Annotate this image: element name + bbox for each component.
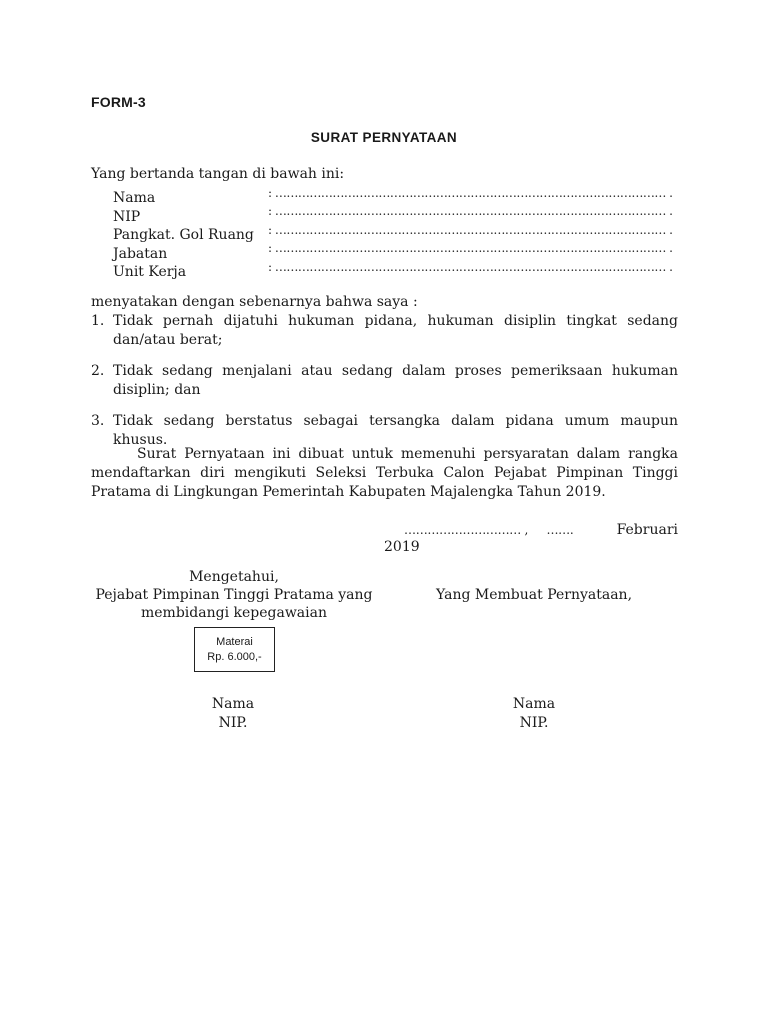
statement-list	[91, 312, 678, 462]
month-text: Februari	[616, 522, 678, 538]
day-blank: …….	[546, 523, 574, 537]
list-item	[91, 362, 678, 400]
acknowledger-nip: NIP.	[218, 715, 248, 731]
list-text: Tidak sedang berstatus sebagai tersangka dalam pidana umum maupun khusus.	[113, 413, 678, 448]
list-number: 1.	[91, 313, 105, 329]
intro-text: Yang bertanda tangan di bawah ini:	[91, 166, 345, 182]
acknowledger-heading: Mengetahui,	[189, 569, 279, 585]
declaration-text: menyatakan dengan sebenarnya bahwa saya :	[91, 294, 418, 310]
field-label: NIP	[113, 208, 141, 225]
field-blank: : ………………………………………………………………………………………… .	[268, 204, 673, 219]
field-row-jabatan	[113, 239, 674, 262]
list-text: Tidak sedang menjalani atau sedang dalam proses pemeriksaan hukuman disiplin; dan	[113, 363, 678, 398]
acknowledger-signature	[183, 695, 283, 733]
declarant-signature	[484, 695, 584, 733]
stamp-line2: Rp. 6.000,-	[207, 651, 262, 663]
list-number: 2.	[91, 363, 105, 379]
declarant-nip: NIP.	[519, 715, 549, 731]
declarant-block	[420, 586, 648, 604]
acknowledger-name: Nama	[211, 696, 255, 712]
list-item	[91, 312, 678, 350]
field-label: Nama	[113, 190, 156, 207]
field-blank: : ………………………………………………………………………………………… .	[268, 259, 673, 274]
declarant-heading: Yang Membuat Pernyataan,	[435, 587, 633, 603]
acknowledger-block	[90, 568, 378, 622]
stamp-box	[194, 627, 275, 672]
document-title: SURAT PERNYATAAN	[310, 130, 458, 145]
declarant-name: Nama	[512, 696, 556, 712]
form-code: FORM-3	[91, 94, 146, 110]
place-blank: ………………………… ,	[404, 523, 529, 537]
field-row-nama	[113, 184, 674, 207]
acknowledger-role-line1: Pejabat Pimpinan Tinggi Pratama yang	[95, 587, 373, 603]
field-label: Unit Kerja	[113, 263, 187, 280]
field-blank: : ………………………………………………………………………………………… .	[268, 186, 673, 200]
field-row-nip	[113, 202, 674, 225]
purpose-paragraph: Surat Pernyataan ini dibuat untuk memenuhi persyaratan dalam rangka mendaftarkan diri mengikuti Seleksi Terbuka Calon Pejabat Pimpinan Tinggi Pratama di Lingkungan Pemerintah Kabupaten Majalengka Tahun 2019.	[91, 446, 678, 500]
field-row-unit-kerja	[113, 258, 674, 280]
field-blank: : ………………………………………………………………………………………… .	[268, 222, 673, 237]
list-number: 3.	[91, 413, 105, 429]
acknowledger-role-line2: membidangi kepegawaian	[141, 605, 327, 621]
place-date-line	[404, 521, 678, 539]
list-text: Tidak pernah dijatuhi hukuman pidana, hukuman disiplin tingkat sedang dan/atau berat;	[113, 313, 678, 348]
stamp-line1: Materai	[216, 636, 253, 648]
field-blank: : ………………………………………………………………………………………… .	[268, 241, 673, 256]
field-label: Pangkat. Gol Ruang	[113, 227, 254, 244]
identity-fields	[113, 184, 674, 280]
field-row-pangkat	[113, 221, 674, 244]
field-label: Jabatan	[113, 245, 168, 262]
year-text: 2019	[384, 539, 420, 555]
